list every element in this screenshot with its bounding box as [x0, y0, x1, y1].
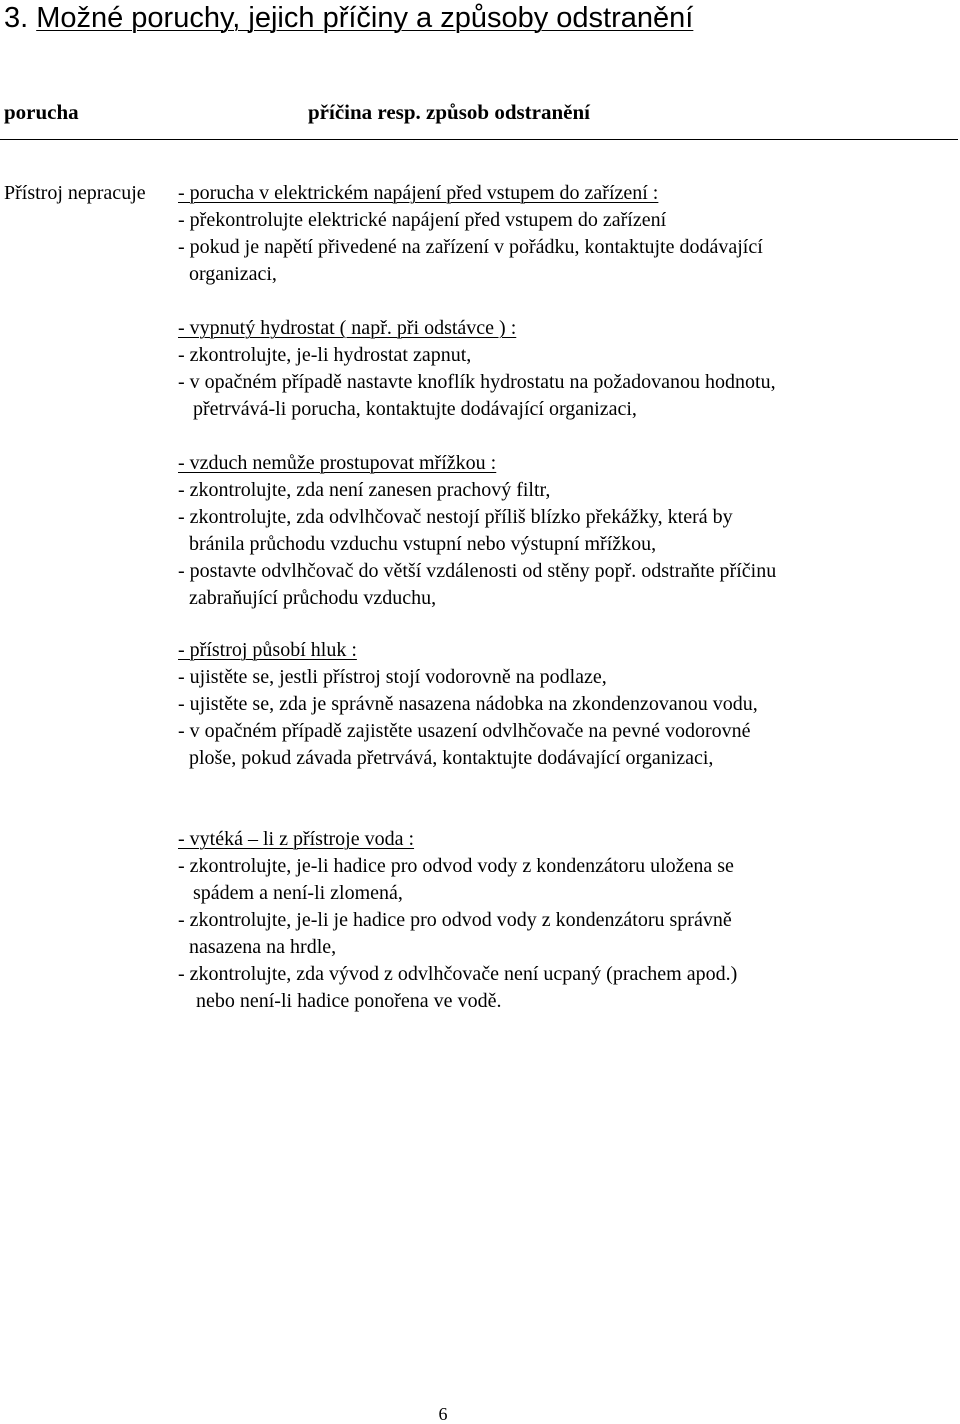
remedy-line: bránila průchodu vzduchu vstupní nebo výstupní mřížkou, [189, 533, 657, 555]
remedy-line: přetrvává-li porucha, kontaktujte dodávající organizaci, [193, 398, 637, 420]
remedy-line: - postavte odvlhčovač do větší vzdálenosti od stěny popř. odstraňte příčinu [178, 560, 777, 582]
remedy-line: - pokud je napětí přivedené na zařízení v pořádku, kontaktujte dodávající [178, 236, 763, 258]
column-header-fault: porucha [4, 100, 79, 124]
cause-heading: - vzduch nemůže prostupovat mřížkou : [178, 452, 497, 474]
remedy-line: - v opačném případě zajistěte usazení odvlhčovače na pevné vodorovné [178, 720, 751, 742]
cause-heading: - vypnutý hydrostat ( např. při odstávce ) : [178, 317, 517, 339]
remedy-line: ploše, pokud závada přetrvává, kontaktujte dodávající organizaci, [189, 747, 714, 769]
remedy-line: - zkontrolujte, je-li hydrostat zapnut, [178, 344, 472, 366]
section-number: 3. [4, 2, 29, 34]
remedy-line: nebo není-li hadice ponořena ve vodě. [196, 990, 502, 1012]
page-number: 6 [438, 1404, 448, 1424]
remedy-line: organizaci, [189, 263, 277, 285]
cause-heading: - přístroj působí hluk : [178, 639, 357, 661]
column-header-cause: příčina resp. způsob odstranění [308, 100, 590, 124]
remedy-line: - zkontrolujte, zda není zanesen prachový filtr, [178, 479, 551, 501]
cause-heading: - porucha v elektrickém napájení před vstupem do zařízení : [178, 182, 659, 204]
remedy-line: zabraňující průchodu vzduchu, [189, 587, 437, 609]
remedy-line: spádem a není-li zlomená, [193, 882, 403, 904]
remedy-line: - překontrolujte elektrické napájení před vstupem do zařízení [178, 209, 667, 231]
cause-heading: - vytéká – li z přístroje voda : [178, 828, 415, 850]
remedy-line: - zkontrolujte, zda vývod z odvlhčovače není ucpaný (prachem apod.) [178, 963, 738, 985]
remedy-line: - zkontrolujte, je-li je hadice pro odvod vody z kondenzátoru správně [178, 909, 732, 931]
section-title: Možné poruchy, jejich příčiny a způsoby odstranění [36, 2, 694, 34]
remedy-line: - ujistěte se, zda je správně nasazena nádobka na zkondenzovanou vodu, [178, 693, 758, 715]
remedy-line: - ujistěte se, jestli přístroj stojí vodorovně na podlaze, [178, 666, 607, 688]
remedy-line: nasazena na hrdle, [189, 936, 337, 958]
remedy-line: - zkontrolujte, zda odvlhčovač nestojí příliš blízko překážky, která by [178, 506, 733, 528]
remedy-line: - v opačném případě nastavte knoflík hydrostatu na požadovanou hodnotu, [178, 371, 776, 393]
fault-label: Přístroj nepracuje [4, 182, 146, 204]
remedy-line: - zkontrolujte, je-li hadice pro odvod vody z kondenzátoru uložena se [178, 855, 734, 877]
